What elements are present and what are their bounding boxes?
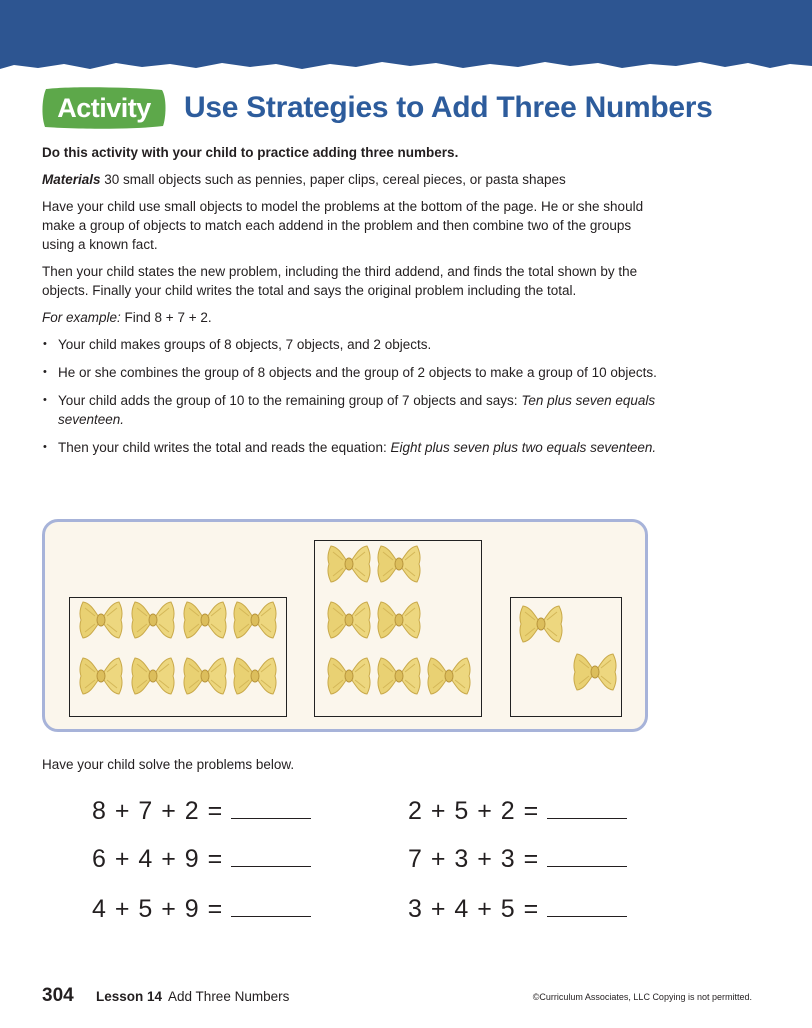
example-label: For example: — [42, 310, 121, 325]
list-item — [42, 391, 662, 429]
problem-expression: 8 + 7 + 2 = — [92, 797, 224, 825]
solve-prompt: Have your child solve the problems below. — [42, 757, 295, 772]
illustration-panel — [42, 519, 648, 732]
problem-2 — [408, 797, 627, 826]
bowtie-pasta-icon — [375, 600, 423, 640]
example-text: Find 8 + 7 + 2. — [120, 310, 212, 325]
answer-blank[interactable] — [547, 846, 627, 867]
bowtie-pasta-icon — [181, 656, 229, 696]
bowtie-pasta-icon — [129, 656, 177, 696]
list-item — [42, 335, 662, 354]
bowtie-pasta-icon — [231, 600, 279, 640]
bowtie-pasta-icon — [77, 656, 125, 696]
header-banner — [0, 0, 812, 84]
page-title: Use Strategies to Add Three Numbers — [184, 91, 713, 124]
problem-expression: 6 + 4 + 9 = — [92, 845, 224, 873]
problem-5 — [92, 895, 311, 924]
step-text: Your child adds the group of 10 to the remaining group of 7 objects and says: — [58, 393, 522, 408]
bowtie-pasta-icon — [181, 600, 229, 640]
answer-blank[interactable] — [547, 798, 627, 819]
page-number: 304 — [42, 985, 74, 1006]
step-quote: Eight plus seven plus two equals seventeen. — [390, 440, 657, 455]
answer-blank[interactable] — [231, 798, 311, 819]
materials-label: Materials — [42, 172, 101, 187]
bowtie-pasta-icon — [77, 600, 125, 640]
paragraph-2: Then your child states the new problem, including the third addend, and finds the total shown by the objects. Finally your child writes the total and says the original problem including the total. — [42, 264, 638, 298]
bowtie-pasta-icon — [571, 652, 619, 692]
step-text: Your child makes groups of 8 objects, 7 objects, and 2 objects. — [58, 337, 432, 352]
bowtie-pasta-icon — [325, 544, 373, 584]
activity-badge-label: Activity — [57, 93, 151, 123]
problem-4 — [408, 845, 627, 874]
bowtie-pasta-icon — [375, 656, 423, 696]
problem-1 — [92, 797, 311, 826]
step-quote: Ten plus seven equals seventeen. — [58, 393, 656, 427]
paragraph-1: Have your child use small objects to model the problems at the bottom of the page. He or she should make a group of objects to match each addend in the problem and then combine two of the groups using a known fact. — [42, 199, 644, 252]
bowtie-pasta-icon — [325, 656, 373, 696]
problem-expression: 2 + 5 + 2 = — [408, 797, 540, 825]
answer-blank[interactable] — [231, 896, 311, 917]
problem-expression: 4 + 5 + 9 = — [92, 895, 224, 923]
step-text: He or she combines the group of 8 objects and the group of 2 objects to make a group of 10 objects. — [58, 365, 657, 380]
problem-expression: 3 + 4 + 5 = — [408, 895, 540, 923]
materials-line — [42, 170, 662, 189]
step-text: Then your child writes the total and reads the equation: — [58, 440, 391, 455]
list-item — [42, 438, 662, 457]
bowtie-pasta-icon — [425, 656, 473, 696]
problem-3 — [92, 845, 311, 874]
answer-blank[interactable] — [547, 896, 627, 917]
lead-text: Do this activity with your child to practice adding three numbers. — [42, 145, 459, 160]
bowtie-pasta-icon — [325, 600, 373, 640]
instructions — [42, 143, 662, 466]
page-footer — [42, 985, 752, 1009]
title-row — [40, 86, 713, 130]
problem-6 — [408, 895, 627, 924]
copyright: ©Curriculum Associates, LLC Copying is not permitted. — [532, 992, 752, 1002]
list-item — [42, 363, 662, 382]
example-line — [42, 308, 662, 327]
activity-badge — [40, 86, 168, 130]
answer-blank[interactable] — [231, 846, 311, 867]
bowtie-pasta-icon — [231, 656, 279, 696]
problem-expression: 7 + 3 + 3 = — [408, 845, 540, 873]
lesson-label — [96, 989, 289, 1004]
bowtie-pasta-icon — [129, 600, 177, 640]
bowtie-pasta-icon — [517, 604, 565, 644]
materials-text: 30 small objects such as pennies, paper clips, cereal pieces, or pasta shapes — [100, 172, 566, 187]
lesson-title: Add Three Numbers — [168, 989, 290, 1004]
bowtie-pasta-icon — [375, 544, 423, 584]
steps-list — [42, 335, 662, 457]
lesson-number: Lesson 14 — [96, 989, 163, 1004]
